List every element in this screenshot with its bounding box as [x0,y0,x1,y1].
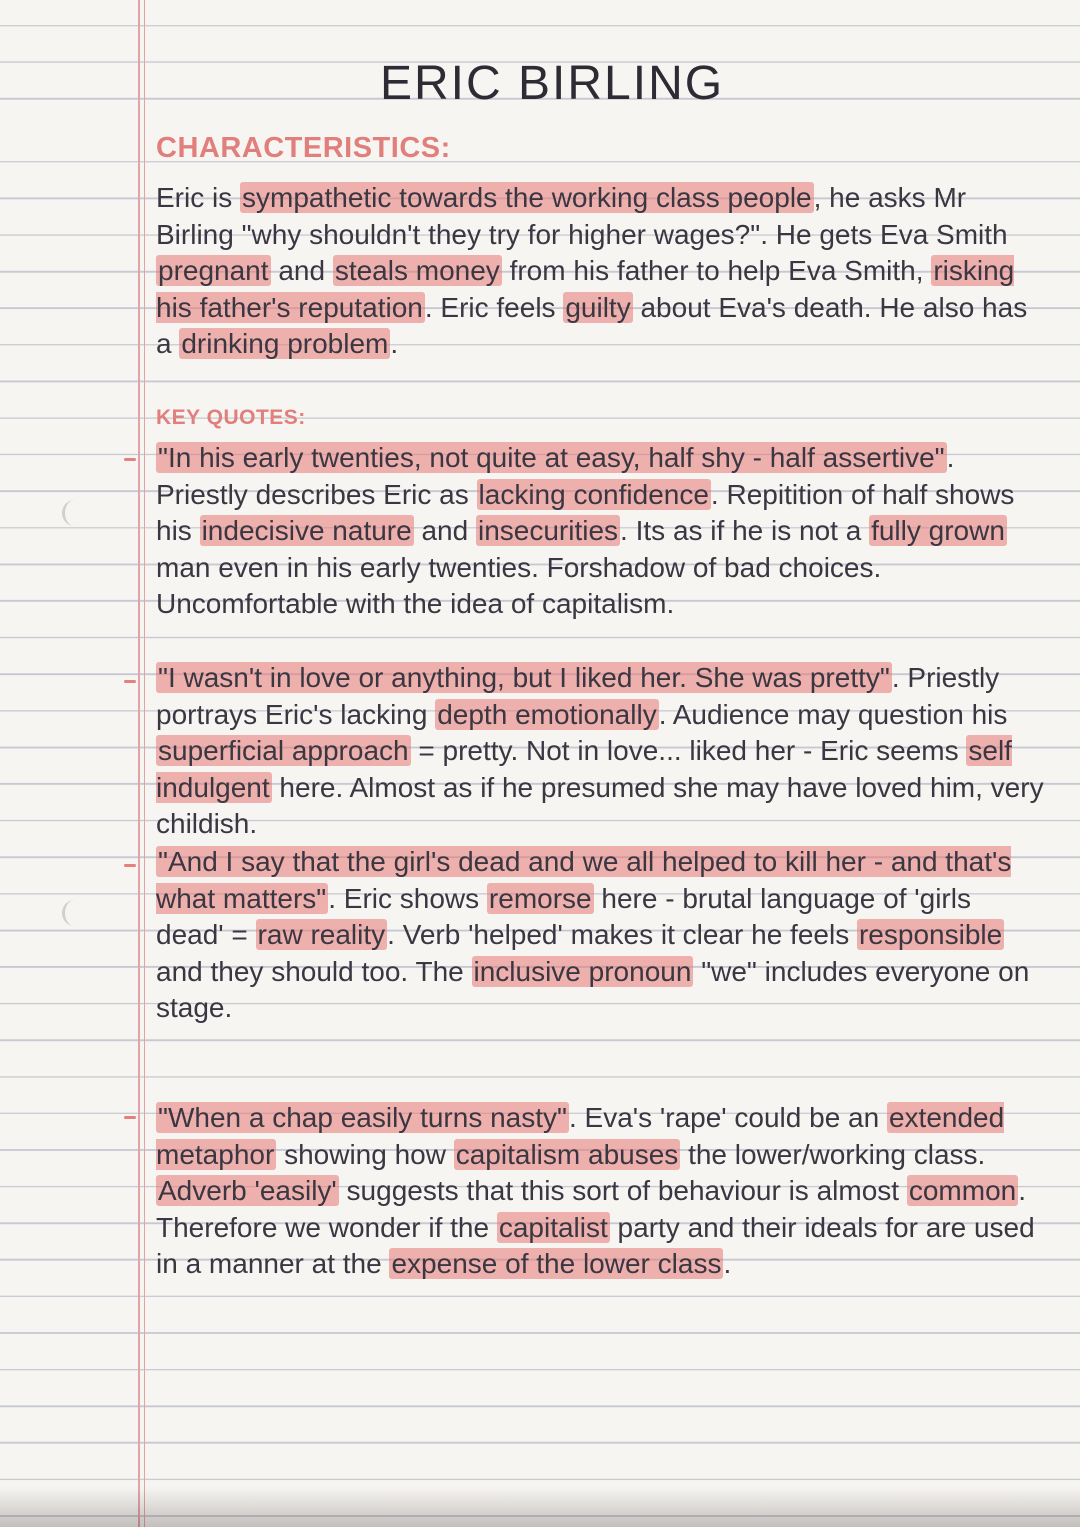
highlighted-text: drinking problem [181,328,389,360]
text: showing how [276,1138,454,1170]
text: "we" includes everyone on stage. [156,955,1030,1024]
text: the lower/working class. [680,1138,986,1170]
highlighted-text: steals money [334,255,500,287]
bullet-dash [124,864,136,867]
text: , he asks Mr Birling "why shouldn't they try for higher wages?". He gets Eva Smith [156,182,1008,250]
page-title: ERIC BIRLING [380,57,725,110]
text: here. Almost as if he presumed she may have loved him, very childish. [156,771,1044,840]
quote-analysis-2 [156,660,1046,843]
highlighted-text: remorse [488,882,592,914]
text: and [270,255,333,287]
highlighted-quote: "When a chap easily turns nasty" [158,1102,567,1133]
text: and [413,515,476,547]
quote-analysis-4 [156,1100,1046,1283]
text: . Eric shows [328,882,487,914]
bullet-dash [124,1116,136,1119]
text: about Eva's death. He also has a [156,291,1028,360]
highlighted-text: lacking confidence [478,478,709,510]
highlighted-text: Adverb 'easily' [158,1175,337,1207]
text: . Audience may question his [658,698,1008,730]
highlighted-text: sympathetic towards the working class people [242,182,812,213]
highlighted-text: indecisive nature [201,515,412,547]
highlighted-text: guilty [565,291,631,323]
highlighted-quote: "I wasn't in love or anything, but I liked her. She was pretty" [158,662,890,693]
text: . Repitition of half shows his [156,478,1015,547]
text: = pretty. Not in love... liked her - Eric seems [410,735,967,767]
text: . Eva's 'rape' could be an [568,1102,887,1133]
highlighted-text: expense of the lower class [391,1248,722,1280]
characteristics-heading: CHARACTERISTICS: [156,132,451,164]
text: and they should too. The [156,955,472,987]
highlighted-text: insecurities [477,515,619,547]
highlighted-text: raw reality [257,919,386,951]
highlighted-text: common [908,1175,1017,1207]
highlighted-text: superficial approach [158,735,409,767]
characteristics-paragraph [156,180,1046,363]
bullet-dash [124,458,136,461]
highlighted-text: pregnant [158,255,269,287]
text: . Eric feels [424,291,564,323]
text: . Therefore we wonder if the [156,1175,1026,1243]
highlighted-text: capitalism abuses [455,1138,679,1170]
text: . [723,1248,732,1280]
text: . Priestly portrays Eric's lacking [156,662,1000,730]
text: Eric is [156,182,240,213]
text: party and their ideals for are used in a manner at the [156,1211,1035,1280]
punch-hole [62,500,87,526]
highlighted-quote: "In his early twenties, not quite at easy, half shy - half assertive" [158,442,945,473]
text: man even in his early twenties. Forshadow of bad choices. Uncomfortable with the idea of capitalism. [156,551,882,620]
highlighted-text: responsible [858,919,1003,951]
highlighted-text: depth emotionally [437,698,657,730]
highlighted-text: fully grown [871,515,1005,547]
highlighted-text: self indulgent [156,735,1012,803]
quote-analysis-1 [156,440,1046,623]
text: . [390,328,399,360]
bullet-dash [124,680,136,683]
punch-hole [62,900,87,926]
highlighted-text: capitalist [498,1211,608,1243]
text: . Priestly describes Eric as [156,442,955,510]
text: here - brutal language of 'girls dead' = [156,882,971,951]
highlighted-text: risking his father's reputation [156,255,1015,323]
highlighted-quote: "And I say that the girl's dead and we all helped to kill her - and that's what matters" [156,846,1012,914]
quote-analysis-3 [156,844,1046,1027]
highlighted-text: extended metaphor [156,1102,1005,1170]
text: . Its as if he is not a [620,515,870,547]
text: suggests that this sort of behaviour is almost [338,1175,907,1207]
text: from his father to help Eva Smith, [501,255,932,287]
text: . Verb 'helped' makes it clear he feels [387,919,857,951]
key-quotes-heading: KEY QUOTES: [156,406,306,429]
highlighted-text: inclusive pronoun [473,955,692,987]
